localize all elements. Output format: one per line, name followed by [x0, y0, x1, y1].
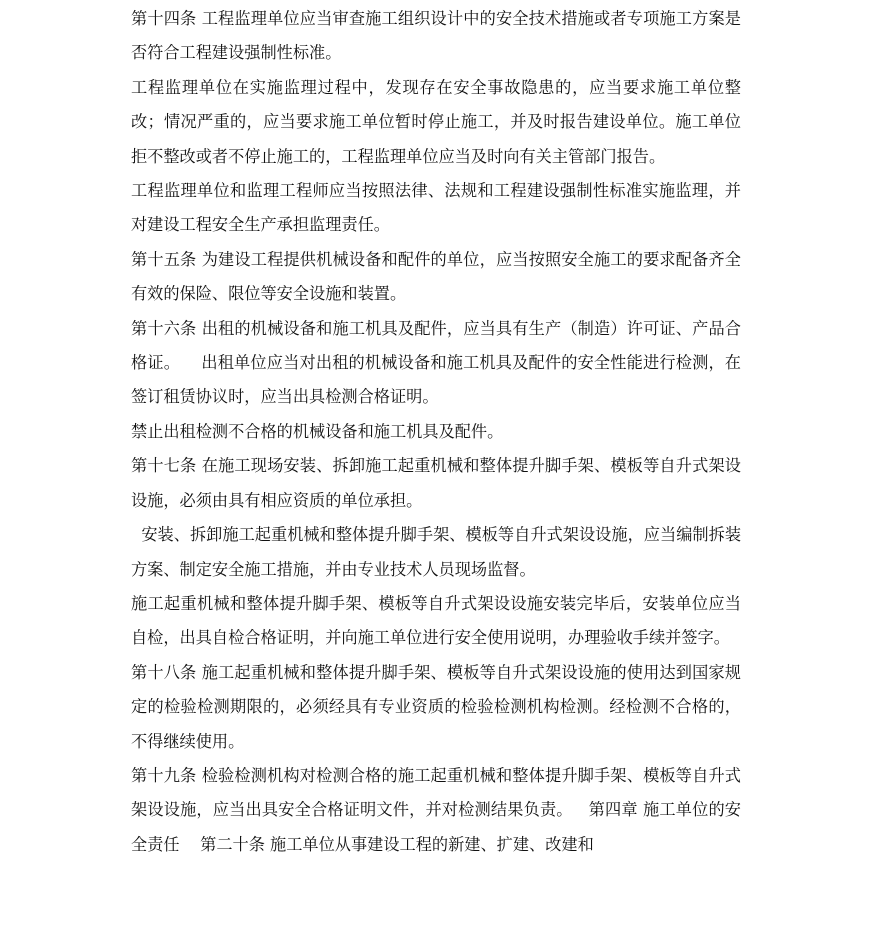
paragraph-supervision-hazard: 工程监理单位在实施监理过程中，发现存在安全事故隐患的，应当要求施工单位整改；情况严重的，应当要求施工单位暂时停止施工，并及时报告建设单位。施工单位拒不整改或者不停止施工的，工程监理单位应当及时向有关主管部门报告。	[131, 77, 741, 166]
paragraph-article-15: 第十五条 为建设工程提供机械设备和配件的单位，应当按照安全施工的要求配备齐全有效的保险、限位等安全设施和装置。	[131, 249, 741, 304]
paragraph-rental-prohibition: 禁止出租检测不合格的机械设备和施工机具及配件。	[131, 421, 504, 441]
paragraph-article-16: 第十六条 出租的机械设备和施工机具及配件，应当具有生产（制造）许可证、产品合格证。 出租单位应当对出租的机械设备和施工机具及配件的安全性能进行检测，在签订租赁协议时，应当出具检测合格证明。	[131, 318, 741, 407]
paragraph-article-17: 第十七条 在施工现场安装、拆卸施工起重机械和整体提升脚手架、模板等自升式架设设施，必须由具有相应资质的单位承担。	[131, 456, 741, 510]
paragraph-installation-inspection: 施工起重机械和整体提升脚手架、模板等自升式架设设施安装完毕后，安装单位应当自检，出具自检合格证明，并向施工单位进行安全使用说明，办理验收手续并签字。	[131, 593, 741, 648]
paragraph-article-18: 第十八条 施工起重机械和整体提升脚手架、模板等自升式架设设施的使用达到国家规定的检验检测期限的，必须经具有专业资质的检验检测机构检测。经检测不合格的，不得继续使用。	[131, 662, 741, 751]
paragraph-supervision-responsibility: 工程监理单位和监理工程师应当按照法律、法规和工程建设强制性标准实施监理，并对建设工程安全生产承担监理责任。	[131, 181, 741, 235]
paragraph-installation-plan: 安装、拆卸施工起重机械和整体提升脚手架、模板等自升式架设设施，应当编制拆装方案、制定安全施工措施，并由专业技术人员现场监督。	[131, 525, 742, 579]
document-body	[131, 2, 741, 862]
paragraph-article-14: 第十四条 工程监理单位应当审查施工组织设计中的安全技术措施或者专项施工方案是否符合工程建设强制性标准。	[131, 9, 741, 63]
paragraph-article-19: 第十九条 检验检测机构对检测合格的施工起重机械和整体提升脚手架、模板等自升式架设设施，应当出具安全合格证明文件，并对检测结果负责。 第四章 施工单位的安全责任 第二十条 施工单位从事建设工程的新建、扩建、改建和	[131, 765, 741, 854]
